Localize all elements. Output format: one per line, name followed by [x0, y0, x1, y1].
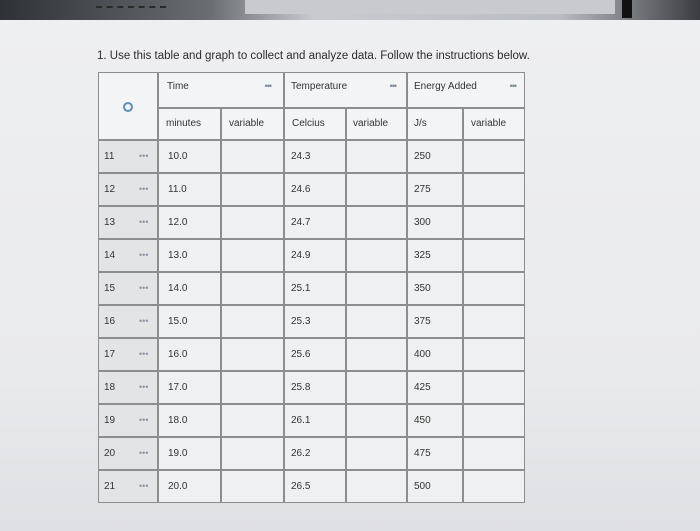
time-variable-cell[interactable] [221, 305, 284, 338]
table-row [98, 206, 525, 238]
energy-value: 400 [414, 349, 431, 360]
time-cell[interactable] [158, 140, 221, 173]
temperature-value: 26.2 [291, 448, 311, 459]
table-row [98, 404, 525, 436]
time-variable-cell[interactable] [221, 371, 284, 404]
energy-cell[interactable] [407, 371, 463, 404]
temperature-cell[interactable] [284, 140, 346, 173]
temperature-cell[interactable] [284, 272, 346, 305]
temperature-cell[interactable] [284, 305, 346, 338]
temperature-cell[interactable] [284, 239, 346, 272]
row-number: 11 [104, 151, 115, 162]
energy-cell[interactable] [407, 173, 463, 206]
time-cell[interactable] [158, 338, 221, 371]
row-number: 13 [104, 217, 116, 228]
time-variable-cell[interactable] [221, 338, 284, 371]
energy-value: 425 [414, 382, 431, 393]
time-value: 14.0 [168, 283, 188, 294]
row-number: 17 [104, 349, 116, 360]
temperature-variable-cell[interactable] [346, 404, 407, 437]
top-edge-dark-mark [622, 0, 632, 18]
temperature-value: 24.3 [291, 151, 311, 162]
table-row [98, 173, 525, 205]
energy-variable-cell[interactable] [463, 140, 525, 173]
temperature-variable-cell[interactable] [346, 371, 407, 404]
temperature-value: 24.9 [291, 250, 311, 261]
temperature-value: 25.3 [291, 316, 311, 327]
time-cell[interactable] [158, 371, 221, 404]
menu-dots-icon[interactable]: ••• [389, 81, 396, 91]
time-value: 20.0 [168, 481, 188, 492]
temperature-variable-cell[interactable] [346, 338, 407, 371]
energy-cell[interactable] [407, 305, 463, 338]
time-value: 13.0 [168, 250, 188, 261]
temperature-value: 25.6 [291, 349, 311, 360]
temperature-cell[interactable] [284, 206, 346, 239]
temperature-value: 26.5 [291, 481, 311, 492]
time-variable-label: variable [229, 118, 265, 129]
row-menu-icon[interactable]: ••• [139, 316, 149, 326]
subheader-time-variable [221, 108, 284, 140]
energy-cell[interactable] [407, 437, 463, 470]
energy-variable-cell[interactable] [463, 272, 525, 305]
temperature-cell[interactable] [284, 371, 346, 404]
row-menu-icon[interactable]: ••• [139, 415, 149, 425]
time-value: 11.0 [168, 184, 187, 195]
energy-variable-cell[interactable] [463, 371, 525, 404]
row-number: 15 [104, 283, 116, 294]
energy-variable-label: variable [471, 118, 507, 129]
data-table [98, 72, 525, 502]
table-row [98, 305, 525, 337]
time-cell[interactable] [158, 239, 221, 272]
temperature-variable-cell[interactable] [346, 437, 407, 470]
energy-variable-cell[interactable] [463, 338, 525, 371]
header-index-cell [98, 72, 158, 140]
time-cell[interactable] [158, 272, 221, 305]
temperature-value: 25.1 [291, 283, 311, 294]
energy-value: 325 [414, 250, 431, 261]
energy-cell[interactable] [407, 470, 463, 503]
time-cell[interactable] [158, 437, 221, 470]
time-variable-cell[interactable] [221, 173, 284, 206]
row-number-cell [98, 206, 158, 239]
temperature-cell[interactable] [284, 437, 346, 470]
temperature-variable-cell[interactable] [346, 305, 407, 338]
energy-value: 450 [414, 415, 431, 426]
time-variable-cell[interactable] [221, 437, 284, 470]
temperature-value: 26.1 [291, 415, 311, 426]
row-menu-icon[interactable]: ••• [139, 283, 149, 293]
time-value: 16.0 [168, 349, 188, 360]
time-variable-cell[interactable] [221, 140, 284, 173]
energy-value: 375 [414, 316, 431, 327]
row-number: 19 [104, 415, 116, 426]
time-value: 12.0 [168, 217, 188, 228]
temperature-variable-cell[interactable] [346, 239, 407, 272]
header-time [158, 72, 284, 108]
temperature-variable-cell[interactable] [346, 470, 407, 503]
row-number-cell [98, 404, 158, 437]
energy-cell[interactable] [407, 239, 463, 272]
row-menu-icon[interactable]: ••• [139, 184, 149, 194]
energy-cell[interactable] [407, 404, 463, 437]
row-number-cell [98, 272, 158, 305]
header-energy-label: Energy Added [414, 81, 477, 92]
row-number: 21 [104, 481, 116, 492]
energy-cell[interactable] [407, 338, 463, 371]
header-temperature [284, 72, 407, 108]
time-cell[interactable] [158, 206, 221, 239]
time-variable-cell[interactable] [221, 470, 284, 503]
temperature-cell[interactable] [284, 404, 346, 437]
time-variable-cell[interactable] [221, 239, 284, 272]
energy-unit-label: J/s [414, 118, 427, 129]
temperature-cell[interactable] [284, 470, 346, 503]
row-number: 20 [104, 448, 116, 459]
energy-value: 275 [414, 184, 431, 195]
subheader-energy-variable [463, 108, 525, 140]
time-cell[interactable] [158, 404, 221, 437]
time-cell[interactable] [158, 173, 221, 206]
energy-cell[interactable] [407, 140, 463, 173]
row-menu-icon[interactable]: ••• [139, 217, 149, 227]
time-value: 17.0 [168, 382, 188, 393]
energy-value: 300 [414, 217, 431, 228]
table-row [98, 437, 525, 469]
row-number: 18 [104, 382, 116, 393]
subheader-temperature-variable [346, 108, 407, 140]
energy-cell[interactable] [407, 206, 463, 239]
top-edge-marks [96, 0, 166, 8]
time-value: 15.0 [168, 316, 188, 327]
menu-dots-icon[interactable]: ••• [264, 81, 271, 91]
row-number-cell [98, 338, 158, 371]
row-menu-icon[interactable]: ••• [139, 250, 149, 260]
row-number-cell [98, 305, 158, 338]
row-number-cell [98, 470, 158, 503]
row-menu-icon[interactable]: ••• [139, 481, 149, 491]
energy-value: 250 [414, 151, 431, 162]
time-cell[interactable] [158, 305, 221, 338]
time-cell[interactable] [158, 470, 221, 503]
temperature-cell[interactable] [284, 338, 346, 371]
row-menu-icon[interactable]: ••• [139, 448, 149, 458]
row-number-cell [98, 173, 158, 206]
subheader-temperature-unit [284, 108, 346, 140]
time-variable-cell[interactable] [221, 206, 284, 239]
energy-variable-cell[interactable] [463, 206, 525, 239]
time-value: 10.0 [168, 151, 188, 162]
row-menu-icon[interactable]: ••• [139, 349, 149, 359]
energy-variable-cell[interactable] [463, 305, 525, 338]
temperature-variable-label: variable [353, 118, 389, 129]
temperature-variable-cell[interactable] [346, 206, 407, 239]
table-row [98, 239, 525, 271]
energy-variable-cell[interactable] [463, 239, 525, 272]
table-row [98, 371, 525, 403]
row-number-cell [98, 140, 158, 173]
time-variable-cell[interactable] [221, 272, 284, 305]
temperature-value: 24.7 [291, 217, 311, 228]
circle-icon [123, 102, 133, 112]
header-time-label: Time [167, 81, 189, 92]
instruction-text: 1. Use this table and graph to collect and analyze data. Follow the instructions below. [97, 50, 530, 62]
temperature-value: 25.8 [291, 382, 311, 393]
row-menu-icon[interactable]: ••• [139, 382, 149, 392]
energy-variable-cell[interactable] [463, 470, 525, 503]
table-row [98, 272, 525, 304]
time-value: 18.0 [168, 415, 188, 426]
temperature-cell[interactable] [284, 173, 346, 206]
energy-value: 500 [414, 481, 431, 492]
subheader-time-unit [158, 108, 221, 140]
row-number: 16 [104, 316, 116, 327]
header-energy [407, 72, 525, 108]
energy-variable-cell[interactable] [463, 173, 525, 206]
temperature-unit-label: Celcius [292, 118, 325, 129]
table-row [98, 338, 525, 370]
subheader-energy-unit [407, 108, 463, 140]
row-number: 12 [104, 184, 116, 195]
energy-variable-cell[interactable] [463, 437, 525, 470]
temperature-variable-cell[interactable] [346, 173, 407, 206]
time-unit-label: minutes [166, 118, 202, 129]
temperature-variable-cell[interactable] [346, 140, 407, 173]
energy-cell[interactable] [407, 272, 463, 305]
table-row [98, 470, 525, 502]
row-number: 14 [104, 250, 116, 261]
menu-dots-icon[interactable]: ••• [509, 81, 516, 91]
energy-variable-cell[interactable] [463, 404, 525, 437]
row-number-cell [98, 437, 158, 470]
energy-value: 475 [414, 448, 431, 459]
photo-top-edge [0, 0, 700, 22]
row-number-cell [98, 371, 158, 404]
energy-value: 350 [414, 283, 431, 294]
top-edge-strip [245, 0, 615, 14]
time-value: 19.0 [168, 448, 188, 459]
table-row [98, 140, 525, 172]
row-menu-icon[interactable]: ••• [139, 151, 149, 161]
time-variable-cell[interactable] [221, 404, 284, 437]
temperature-variable-cell[interactable] [346, 272, 407, 305]
row-number-cell [98, 239, 158, 272]
temperature-value: 24.6 [291, 184, 311, 195]
header-temperature-label: Temperature [291, 81, 348, 92]
